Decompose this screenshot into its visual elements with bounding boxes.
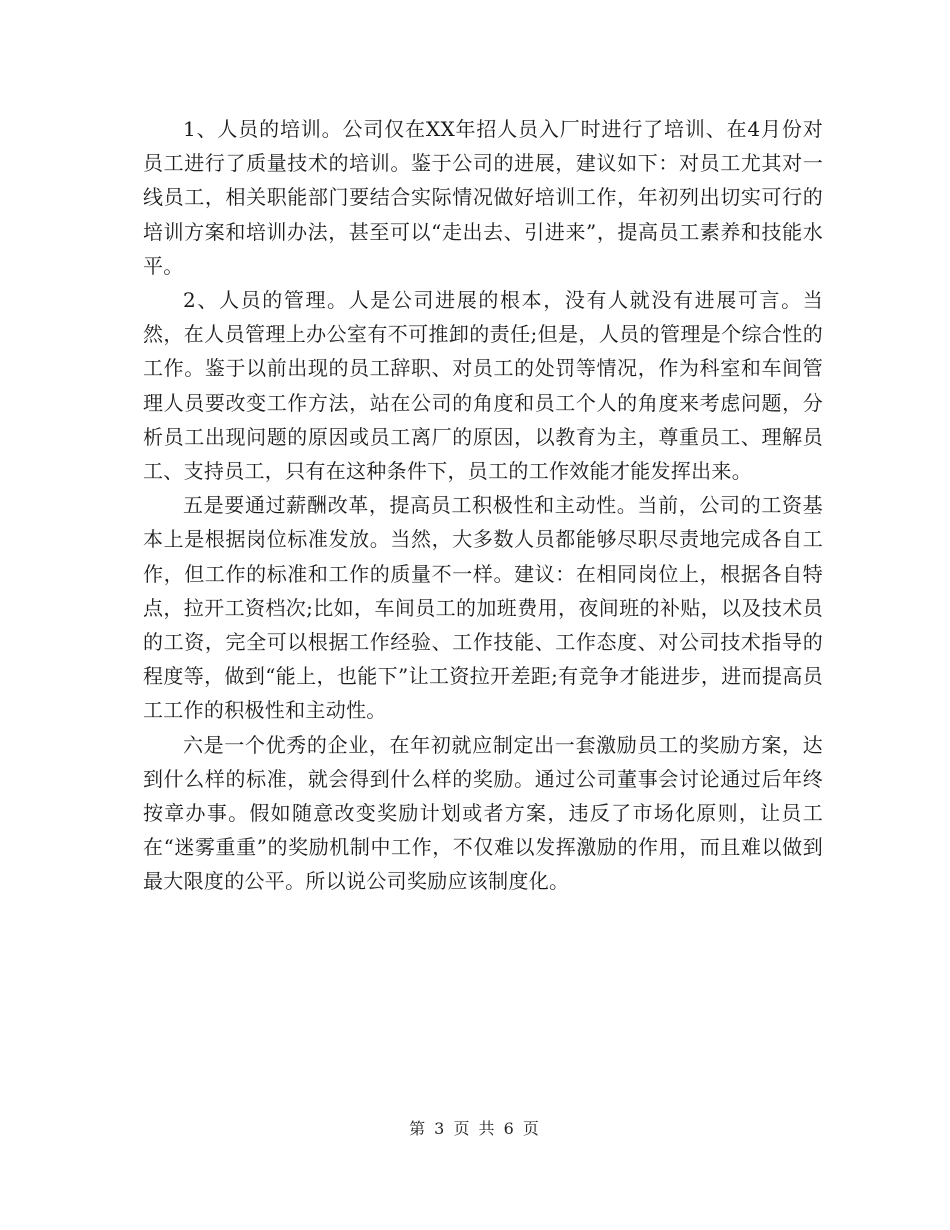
- document-body: [143, 112, 823, 899]
- paragraph-staff-management: 2、人员的管理。人是公司进展的根本，没有人就没有进展可言。当然，在人员管理上办公室有不可推卸的责任;但是，人员的管理是个综合性的工作。鉴于以前出现的员工辞职、对员工的处罚等情况，作为科室和车间管理人员要改变工作方法，站在公司的角度和员工个人的角度来考虑问题，分析员工出现问题的原因或员工离厂的原因，以教育为主，尊重员工、理解员工、支持员工，只有在这种条件下，员工的工作效能才能发挥出来。: [143, 288, 823, 484]
- paragraph-salary-reform: 五是要通过薪酬改革，提高员工积极性和主动性。当前，公司的工资基本上是根据岗位标准发放。当然，大多数人员都能够尽职尽责地完成各自工作，但工作的标准和工作的质量不一样。建议：在相同岗位上，根据各自特点，拉开工资档次;比如，车间员工的加班费用，夜间班的补贴，以及技术员的工资，完全可以根据工作经验、工作技能、工作态度、对公司技术指导的程度等，做到“能上，也能下”让工资拉开差距;有竞争才能进步，进而提高员工工作的积极性和主动性。: [143, 493, 823, 723]
- paragraph-incentive-plan: 六是一个优秀的企业，在年初就应制定出一套激励员工的奖励方案，达到什么样的标准，就会得到什么样的奖励。通过公司董事会讨论通过后年终按章办事。假如随意改变奖励计划或者方案，违反了市场化原则，让员工在“迷雾重重”的奖励机制中工作，不仅难以发挥激励的作用，而且难以做到最大限度的公平。所以说公司奖励应该制度化。: [143, 732, 823, 894]
- page-number-footer: 第 3 页 共 6 页: [409, 1119, 541, 1138]
- paragraph-staff-training: 1、人员的培训。公司仅在XX年招人员入厂时进行了培训、在4月份对员工进行了质量技术的培训。鉴于公司的进展，建议如下：对员工尤其对一线员工，相关职能部门要结合实际情况做好培训工作，年初列出切实可行的培训方案和培训办法，甚至可以“走出去、引进来”，提高员工素养和技能水平。: [143, 117, 823, 278]
